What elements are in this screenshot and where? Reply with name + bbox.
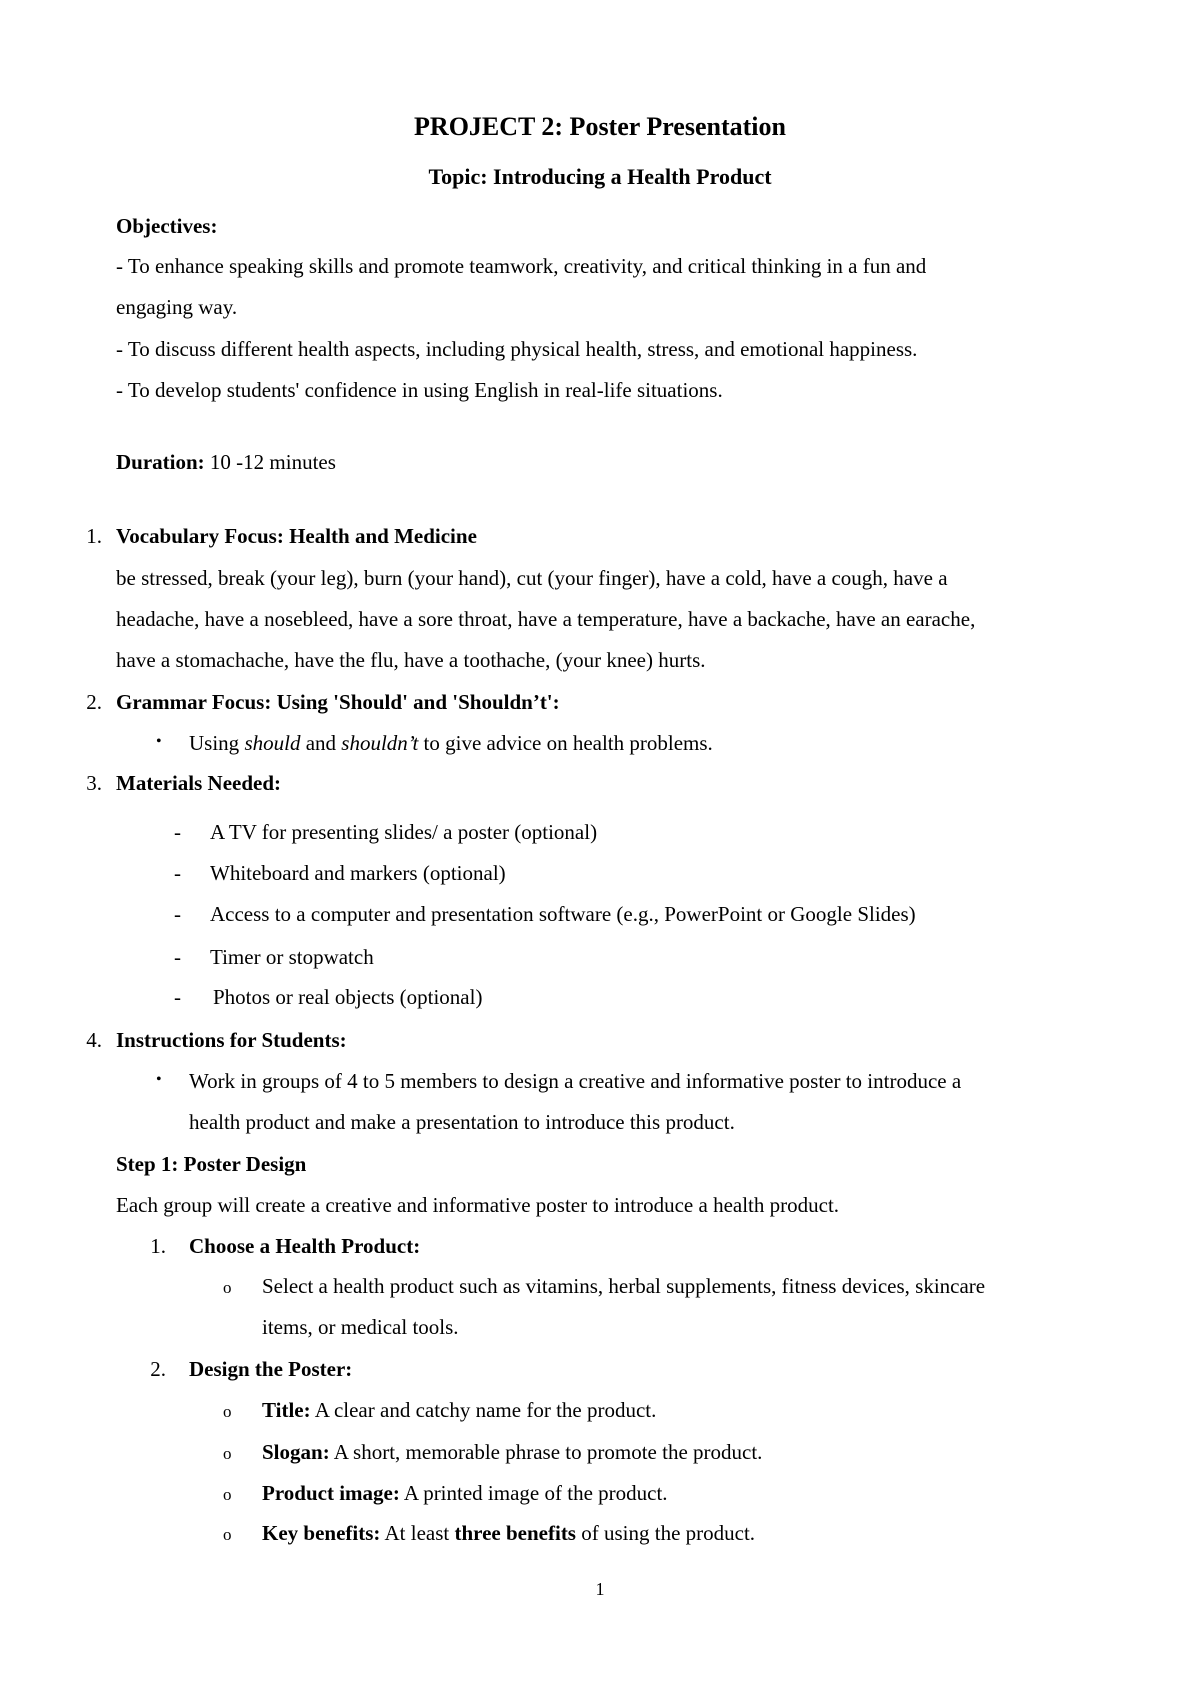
step-1-intro: Each group will create a creative and informative poster to introduce a health product.	[116, 1193, 840, 1217]
poster-item-image-text: A printed image of the product.	[399, 1481, 668, 1505]
section-1-heading: Vocabulary Focus: Health and Medicine	[116, 524, 477, 548]
poster-item-2-marker: o	[223, 1444, 232, 1463]
duration-line	[116, 450, 336, 475]
objectives-line-2: engaging way.	[116, 295, 238, 319]
materials-dash-4: -	[174, 945, 181, 969]
instructions-line-1: Work in groups of 4 to 5 members to design a creative and informative poster to introduce a	[189, 1069, 962, 1093]
sub-1-marker: o	[223, 1278, 232, 1297]
poster-item-slogan-label: Slogan:	[262, 1440, 330, 1464]
materials-dash-5: -	[174, 985, 181, 1009]
poster-item-title-label: Title:	[262, 1398, 311, 1422]
poster-item-slogan	[262, 1440, 762, 1465]
materials-item-3: Access to a computer and presentation software (e.g., PowerPoint or Google Slides)	[210, 902, 916, 926]
grammar-item	[189, 731, 713, 756]
section-2-number: 2.	[86, 690, 102, 714]
grammar-bullet: •	[156, 733, 162, 750]
step-1-sub-2-number: 2.	[150, 1357, 166, 1381]
poster-item-benefits-label: Key benefits:	[262, 1521, 381, 1545]
materials-dash-1: -	[174, 820, 181, 844]
vocabulary-line-1: be stressed, break (your leg), burn (your hand), cut (your finger), have a cold, have a cough, have a	[116, 566, 948, 590]
document-title: PROJECT 2: Poster Presentation	[414, 112, 786, 141]
grammar-item-post: to give advice on health problems.	[418, 731, 713, 755]
section-2-heading: Grammar Focus: Using 'Should' and 'Shouldn’t':	[116, 690, 560, 714]
poster-item-image	[262, 1481, 668, 1506]
vocabulary-line-3: have a stomachache, have the flu, have a toothache, (your knee) hurts.	[116, 648, 706, 672]
poster-item-benefits-text-2: of using the product.	[575, 1521, 756, 1545]
poster-item-benefits-text: At least	[380, 1521, 455, 1545]
poster-item-benefits-bold: three benefits	[454, 1521, 576, 1545]
instructions-bullet: •	[156, 1071, 162, 1088]
poster-item-title-text: A clear and catchy name for the product.	[310, 1398, 657, 1422]
materials-item-5: Photos or real objects (optional)	[213, 985, 483, 1009]
section-3-number: 3.	[86, 771, 102, 795]
sub-1-line-1: Select a health product such as vitamins, herbal supplements, fitness devices, skincare	[262, 1274, 986, 1298]
document-topic: Topic: Introducing a Health Product	[428, 164, 772, 189]
grammar-item-pre: Using	[189, 731, 245, 755]
materials-item-4: Timer or stopwatch	[210, 945, 374, 969]
materials-item-2: Whiteboard and markers (optional)	[210, 861, 506, 885]
poster-item-1-marker: o	[223, 1402, 232, 1421]
poster-item-slogan-text: A short, memorable phrase to promote the product.	[329, 1440, 763, 1464]
page-number: 1	[595, 1579, 605, 1599]
materials-item-1: A TV for presenting slides/ a poster (optional)	[210, 820, 598, 844]
grammar-item-should: should	[244, 731, 301, 755]
sub-1-line-2: items, or medical tools.	[262, 1315, 459, 1339]
grammar-item-mid: and	[300, 731, 342, 755]
materials-dash-2: -	[174, 861, 181, 885]
poster-item-image-label: Product image:	[262, 1481, 400, 1505]
step-1-sub-1-number: 1.	[150, 1234, 166, 1258]
materials-dash-3: -	[174, 902, 181, 926]
vocabulary-line-2: headache, have a nosebleed, have a sore throat, have a temperature, have a backache, have an earache,	[116, 607, 976, 631]
section-1-number: 1.	[86, 524, 102, 548]
section-4-heading: Instructions for Students:	[116, 1028, 347, 1052]
section-3-heading: Materials Needed:	[116, 771, 282, 795]
objectives-line-3: - To discuss different health aspects, including physical health, stress, and emotional happiness.	[116, 337, 918, 361]
section-4-number: 4.	[86, 1028, 102, 1052]
poster-item-4-marker: o	[223, 1525, 232, 1544]
step-1-sub-1-heading: Choose a Health Product:	[189, 1234, 421, 1258]
poster-item-3-marker: o	[223, 1485, 232, 1504]
instructions-line-2: health product and make a presentation to introduce this product.	[189, 1110, 735, 1134]
objectives-heading: Objectives:	[116, 214, 218, 238]
objectives-line-4: - To develop students' confidence in using English in real-life situations.	[116, 378, 723, 402]
step-1-sub-2-heading: Design the Poster:	[189, 1357, 353, 1381]
objectives-line-1: - To enhance speaking skills and promote teamwork, creativity, and critical thinking in a fun and	[116, 254, 927, 278]
poster-item-benefits	[262, 1521, 755, 1546]
duration-value: 10 -12 minutes	[204, 450, 336, 474]
step-1-heading: Step 1: Poster Design	[116, 1152, 307, 1176]
duration-label: Duration:	[116, 450, 205, 474]
poster-item-title	[262, 1398, 656, 1423]
grammar-item-shouldnt: shouldn’t	[341, 731, 419, 755]
